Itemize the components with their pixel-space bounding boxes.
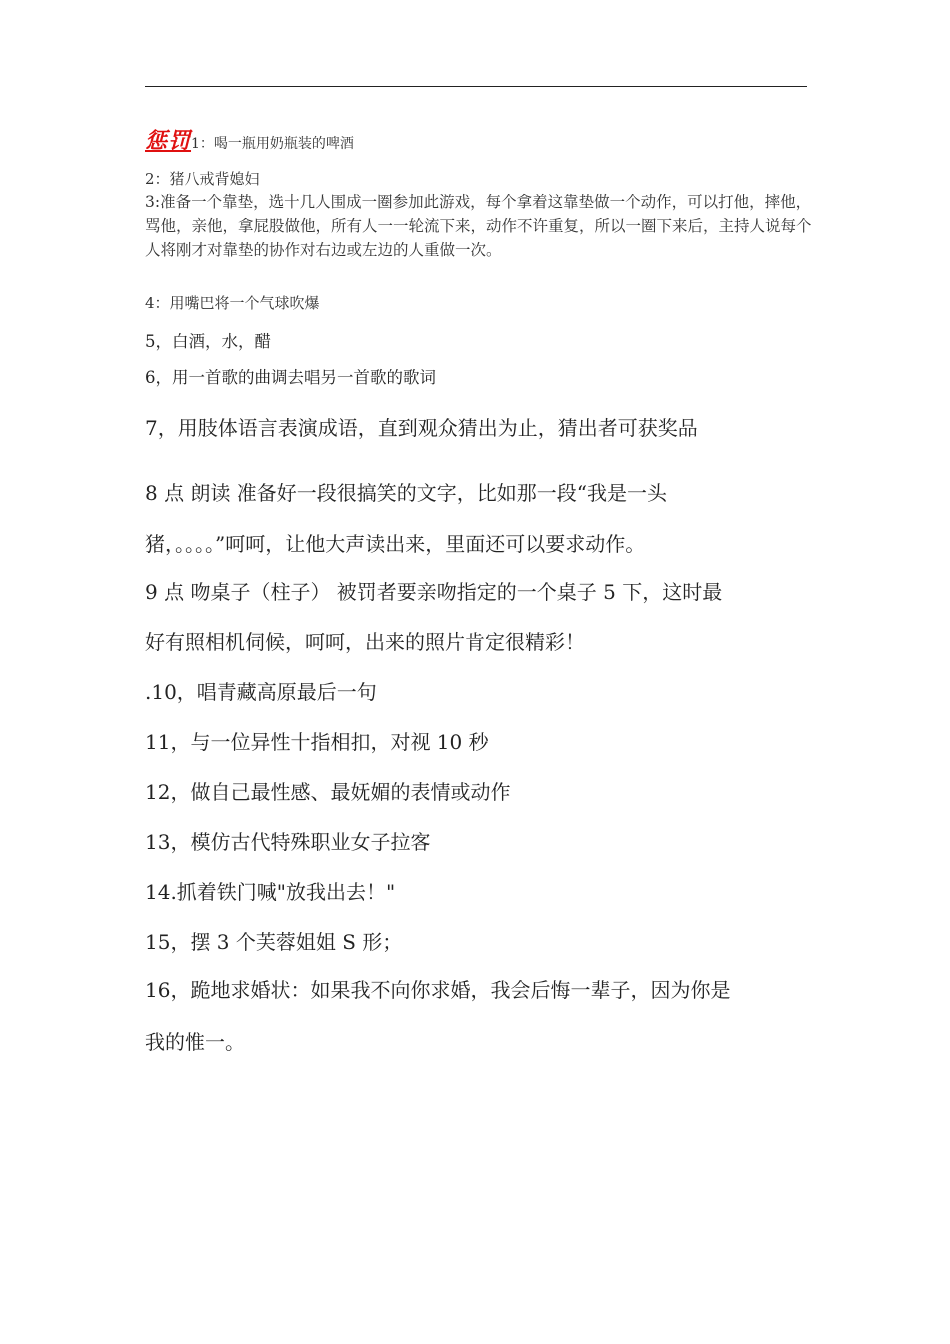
- list-item-14: 14.抓着铁门喊"放我出去！": [145, 880, 396, 904]
- list-item-5: 5，白酒，水，醋: [145, 332, 271, 351]
- list-item-7: 7，用肢体语言表演成语，直到观众猜出为止，猜出者可获奖品: [145, 416, 698, 440]
- list-item-10: .10，唱青藏高原最后一句: [145, 680, 377, 704]
- list-item-16-line1: 16，跪地求婚状：如果我不向你求婚，我会后悔一辈子，因为你是: [145, 978, 731, 1002]
- list-item-9-line2: 好有照相机伺候，呵呵，出来的照片肯定很精彩！: [145, 630, 585, 654]
- list-item-11: 11，与一位异性十指相扣，对视 10 秒: [145, 730, 489, 754]
- list-item-2: 2：猪八戒背媳妇: [145, 170, 260, 188]
- page-title: 惩罚: [145, 128, 192, 154]
- list-item-16-line2: 我的惟一。: [145, 1030, 245, 1054]
- list-item-4: 4：用嘴巴将一个气球吹爆: [145, 294, 320, 312]
- list-item-6: 6，用一首歌的曲调去唱另一首歌的歌词: [145, 368, 436, 387]
- list-item-3: 3:准备一个靠垫，选十几人围成一圈参加此游戏，每个拿着这靠垫做一个动作，可以打他，摔他，骂他，亲他，拿屁股做他，所有人一一轮流下来，动作不许重复，所以一圈下来后，主持人说每个人将刚才对靠垫的协作对右边或左边的人重做一次。: [145, 193, 812, 259]
- list-item-8-line1: 8 点 朗读 准备好一段很搞笑的文字，比如那一段“我是一头: [145, 481, 668, 505]
- header-rule: [145, 86, 807, 87]
- list-item-1: 1：喝一瓶用奶瓶装的啤酒: [191, 136, 354, 152]
- list-item-13: 13，模仿古代特殊职业女子拉客: [145, 830, 431, 854]
- list-item-12: 12，做自己最性感、最妩媚的表情或动作: [145, 780, 511, 804]
- list-item-9-line1: 9 点 吻桌子（柱子） 被罚者要亲吻指定的一个桌子 5 下，这时最: [145, 580, 723, 604]
- heading-line: [145, 124, 354, 155]
- list-item-15: 15，摆 3 个芙蓉姐姐 S 形；: [145, 930, 403, 954]
- list-item-8-line2: 猪，。。。。”呵呵，让他大声读出来，里面还可以要求动作。: [145, 532, 646, 556]
